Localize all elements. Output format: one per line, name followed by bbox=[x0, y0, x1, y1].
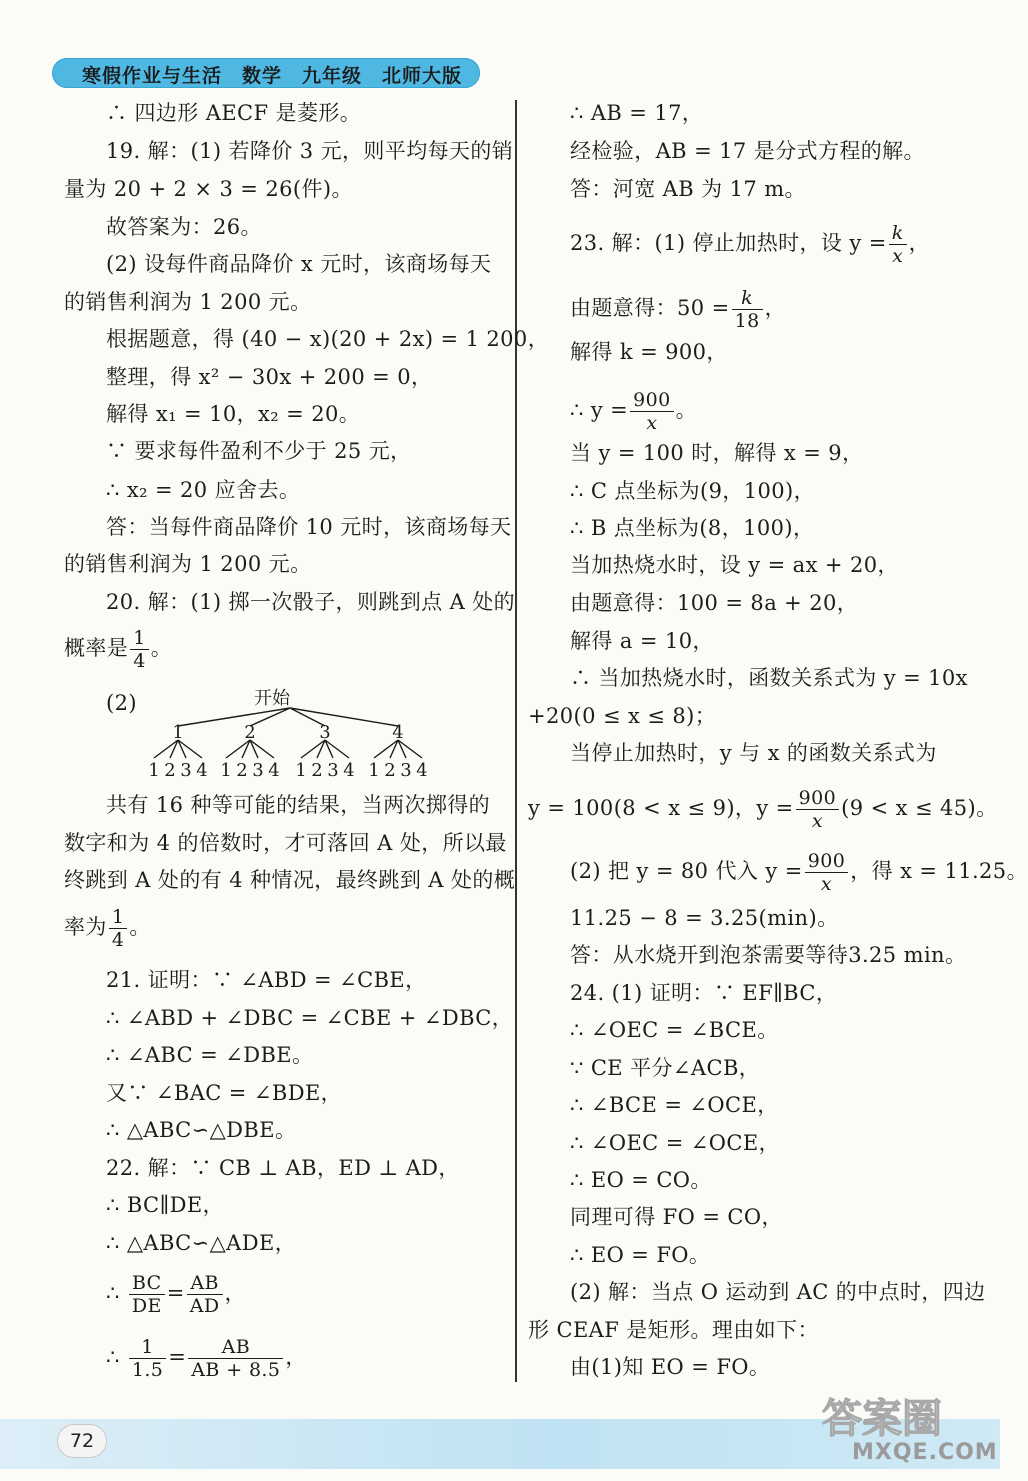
text-line bbox=[528, 850, 1028, 895]
text-span: (9 < x ≤ 45)。 bbox=[841, 796, 998, 820]
text-span: ，得 x = 11.25。 bbox=[850, 859, 1028, 883]
text-span: y = 100(8 < x ≤ 9)，y = bbox=[528, 796, 794, 820]
page-number: 72 bbox=[58, 1425, 106, 1457]
fraction-numerator: 900 bbox=[805, 850, 848, 873]
text-line: 答：河宽 AB 为 17 m。 bbox=[570, 177, 806, 201]
text-line: 当停止加热时，y 与 x 的函数关系式为 bbox=[570, 741, 937, 765]
text-span: 。 bbox=[150, 636, 173, 660]
text-line bbox=[528, 389, 697, 434]
fraction-numerator: 900 bbox=[630, 389, 673, 412]
text-line: 终跳到 A 处的有 4 种情况，最终跳到 A 处的概 bbox=[64, 868, 516, 892]
fraction bbox=[129, 1336, 166, 1381]
tree-leaf: 3 bbox=[180, 760, 192, 781]
watermark-text: MXQE.COM bbox=[852, 1440, 998, 1465]
fraction-numerator: 1 bbox=[109, 906, 128, 929]
text-line: 答：当每件商品降价 10 元时，该商场每天 bbox=[106, 515, 512, 539]
fraction-numerator: AB bbox=[187, 1272, 223, 1295]
fraction-numerator: k bbox=[732, 287, 763, 310]
text-span: ∴ bbox=[106, 1345, 120, 1369]
fraction bbox=[188, 1336, 283, 1381]
text-line: ∴ AB = 17， bbox=[570, 101, 704, 125]
text-span: 由题意得：50 = bbox=[570, 296, 730, 320]
text-line: ∴ x₂ = 20 应舍去。 bbox=[106, 478, 301, 502]
text-line: 量为 20 + 2 × 3 = 26(件)。 bbox=[64, 177, 353, 201]
text-line: ∵ 要求每件盈利不少于 25 元， bbox=[106, 439, 412, 463]
fraction bbox=[796, 787, 839, 832]
text-span: 。 bbox=[129, 915, 151, 939]
text-span: 率为 bbox=[64, 915, 107, 939]
fraction bbox=[187, 1272, 223, 1317]
text-line: ∴ 四边形 AECF 是菱形。 bbox=[106, 101, 362, 125]
tree-leaf: 1 bbox=[368, 760, 380, 781]
text-line: 经检验，AB = 17 是分式方程的解。 bbox=[570, 139, 925, 163]
text-line: ∴ ∠OEC = ∠OCE， bbox=[570, 1131, 781, 1155]
tree-leaf: 4 bbox=[196, 760, 208, 781]
text-line: 当加热烧水时，设 y = ax + 20， bbox=[570, 553, 899, 577]
header-title: 寒假作业与生活 数学 九年级 北师大版 bbox=[82, 65, 463, 87]
text-line bbox=[528, 287, 786, 332]
text-span: (2) 把 y = 80 代入 y = bbox=[570, 859, 803, 883]
tree-leaves bbox=[148, 760, 427, 781]
text-line: (2) 解：当点 O 运动到 AC 的中点时，四边 bbox=[570, 1280, 986, 1304]
text-line: ∴ 当加热烧水时，函数关系式为 y = 10x bbox=[570, 666, 968, 690]
tree-leaf: 3 bbox=[400, 760, 412, 781]
watermark-logo-text: 答案圈 bbox=[822, 1396, 942, 1442]
text-line: ∴ ∠OEC = ∠BCE。 bbox=[570, 1018, 779, 1042]
text-line bbox=[64, 1272, 246, 1317]
tree-leaf: 2 bbox=[236, 760, 248, 781]
text-line: 19. 解：(1) 若降价 3 元，则平均每天的销 bbox=[106, 139, 514, 163]
text-line: ∴ △ABC∽△DBE。 bbox=[106, 1118, 297, 1142]
fraction bbox=[889, 222, 907, 267]
text-line: 的销售利润为 1 200 元。 bbox=[64, 552, 312, 576]
tree-leaf: 2 bbox=[311, 760, 323, 781]
text-line: 根据题意，得 (40 − x)(20 + 2x) = 1 200， bbox=[106, 327, 550, 351]
text-span: 概率是 bbox=[64, 636, 129, 660]
tree-leaf: 1 bbox=[295, 760, 307, 781]
text-line: ∴ ∠ABC = ∠DBE。 bbox=[106, 1043, 314, 1067]
tree-root: 开始 bbox=[254, 688, 290, 709]
tree-leaf: 4 bbox=[343, 760, 355, 781]
text-line: 的销售利润为 1 200 元。 bbox=[64, 290, 312, 314]
tree-node: 1 bbox=[172, 722, 184, 743]
tree-leaf: 4 bbox=[268, 760, 280, 781]
text-line: ∴ B 点坐标为(8，100)， bbox=[570, 516, 815, 540]
text-line: 数字和为 4 的倍数时，才可落回 A 处，所以最 bbox=[64, 831, 507, 855]
fraction bbox=[805, 850, 848, 895]
text-line: 24. (1) 证明：∵ EF∥BC， bbox=[570, 981, 838, 1005]
fraction-denominator: x bbox=[811, 810, 823, 832]
text-span: ∴ bbox=[106, 1281, 120, 1305]
tree-label: (2) bbox=[106, 691, 137, 715]
text-line: 解得 a = 10， bbox=[570, 629, 714, 653]
text-span: ∴ y = bbox=[570, 398, 629, 422]
fraction-denominator: 4 bbox=[111, 929, 125, 951]
tree-leaf: 2 bbox=[164, 760, 176, 781]
text-line: 整理，得 x² − 30x + 200 = 0， bbox=[106, 365, 433, 389]
text-line: 又∵ ∠BAC = ∠BDE， bbox=[106, 1081, 343, 1105]
fraction-denominator: x bbox=[892, 245, 904, 267]
text-line: 由(1)知 EO = FO。 bbox=[570, 1355, 771, 1379]
fraction-denominator: x bbox=[820, 873, 833, 895]
text-line: 共有 16 种等可能的结果，当两次掷得的 bbox=[106, 793, 491, 817]
column-divider bbox=[515, 100, 517, 1382]
text-line bbox=[528, 787, 998, 832]
fraction-denominator: AB + 8.5 bbox=[191, 1359, 281, 1381]
fraction-numerator: 1 bbox=[130, 627, 149, 650]
text-span: ， bbox=[285, 1345, 307, 1369]
text-line: 故答案为：26。 bbox=[106, 215, 262, 239]
text-span: 。 bbox=[675, 398, 698, 422]
tree-leaf: 3 bbox=[327, 760, 339, 781]
text-line: ∴ ∠BCE = ∠OCE， bbox=[570, 1093, 779, 1117]
tree-leaf: 4 bbox=[416, 760, 428, 781]
text-line: 答：从水烧开到泡茶需要等待3.25 min。 bbox=[570, 943, 967, 967]
fraction-numerator: k bbox=[889, 222, 907, 245]
fraction bbox=[732, 287, 763, 332]
fraction bbox=[129, 1272, 165, 1317]
text-line: 解得 x₁ = 10，x₂ = 20。 bbox=[106, 402, 361, 426]
tree-leaf: 3 bbox=[252, 760, 264, 781]
fraction-numerator: AB bbox=[188, 1336, 283, 1359]
fraction-numerator: 1 bbox=[129, 1336, 166, 1359]
text-line: 20. 解：(1) 掷一次骰子，则跳到点 A 处的 bbox=[106, 590, 516, 614]
tree-node: 4 bbox=[392, 722, 404, 743]
tree-node: 2 bbox=[244, 722, 256, 743]
text-span: ， bbox=[764, 296, 786, 320]
fraction-denominator: DE bbox=[131, 1295, 162, 1317]
text-span: = bbox=[168, 1345, 187, 1369]
text-line: ∴ C 点坐标为(9，100)， bbox=[570, 479, 816, 503]
text-line: +20(0 ≤ x ≤ 8)； bbox=[528, 704, 717, 728]
text-line: 同理可得 FO = CO， bbox=[570, 1205, 783, 1229]
text-line: ∴ EO = FO。 bbox=[570, 1243, 711, 1267]
text-line: 形 CEAF 是矩形。理由如下： bbox=[528, 1318, 819, 1342]
text-span: = bbox=[166, 1281, 185, 1305]
text-line: 22. 解：∵ CB ⊥ AB，ED ⊥ AD， bbox=[106, 1156, 460, 1180]
text-line: ∴ ∠ABD + ∠DBC = ∠CBE + ∠DBC， bbox=[106, 1006, 514, 1030]
tree-diagram bbox=[140, 686, 440, 786]
text-span: 23. 解：(1) 停止加热时，设 y = bbox=[570, 231, 887, 255]
text-line bbox=[64, 1336, 307, 1381]
text-line: ∴ △ABC∽△ADE， bbox=[106, 1231, 297, 1255]
tree-leaf: 1 bbox=[148, 760, 160, 781]
text-line: 11.25 − 8 = 3.25(min)。 bbox=[570, 906, 839, 930]
text-line: 当 y = 100 时，解得 x = 9， bbox=[570, 441, 864, 465]
fraction bbox=[130, 627, 149, 672]
fraction-denominator: 1.5 bbox=[131, 1359, 164, 1381]
text-line bbox=[528, 222, 930, 267]
text-line: (2) 设每件商品降价 x 元时，该商场每天 bbox=[106, 252, 492, 276]
fraction-denominator: x bbox=[646, 412, 658, 434]
tree-leaf: 2 bbox=[384, 760, 396, 781]
text-span: ， bbox=[908, 231, 931, 255]
fraction bbox=[630, 389, 673, 434]
tree-branches bbox=[154, 708, 422, 758]
fraction-denominator: AD bbox=[189, 1295, 220, 1317]
text-line: 解得 k = 900， bbox=[570, 340, 728, 364]
text-line: ∴ BC∥DE， bbox=[106, 1193, 224, 1217]
text-line: 21. 证明：∵ ∠ABD = ∠CBE， bbox=[106, 968, 427, 992]
text-line: 由题意得：100 = 8a + 20， bbox=[570, 591, 859, 615]
tree-node: 3 bbox=[319, 722, 331, 743]
text-line: ∴ EO = CO。 bbox=[570, 1168, 712, 1192]
tree-leaf: 1 bbox=[220, 760, 232, 781]
fraction bbox=[109, 906, 128, 951]
text-line bbox=[64, 627, 172, 672]
text-line: ∵ CE 平分∠ACB， bbox=[570, 1056, 761, 1080]
fraction-numerator: 900 bbox=[796, 787, 839, 810]
text-span: ， bbox=[224, 1281, 246, 1305]
fraction-numerator: BC bbox=[129, 1272, 165, 1295]
text-line bbox=[64, 906, 151, 951]
fraction-denominator: 4 bbox=[133, 650, 146, 672]
fraction-denominator: 18 bbox=[734, 310, 760, 332]
